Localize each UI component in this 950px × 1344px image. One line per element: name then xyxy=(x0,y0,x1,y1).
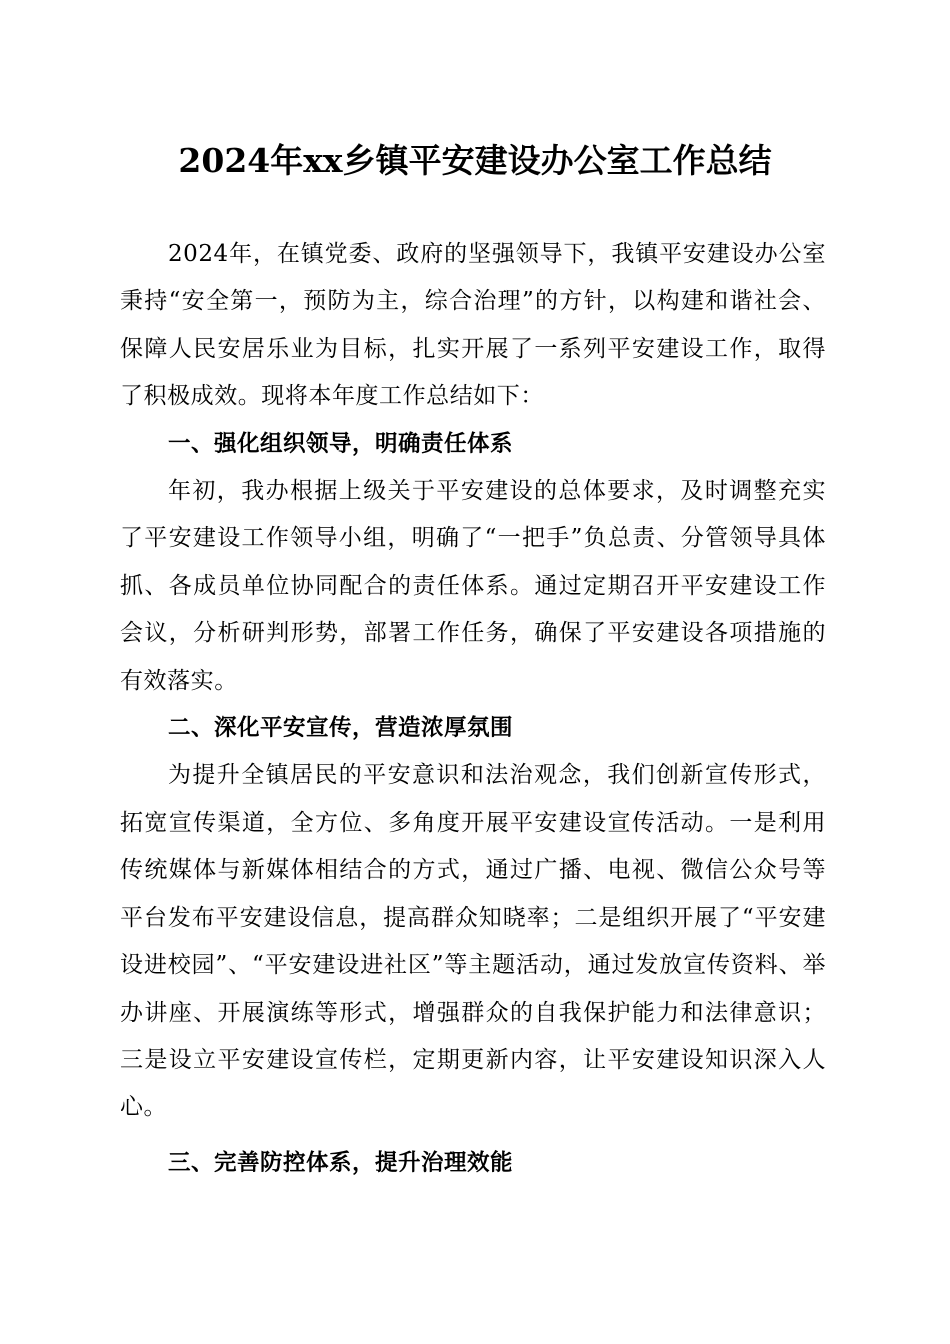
section-paragraph-1: 年初，我办根据上级关于平安建设的总体要求，及时调整充实了平安建设工作领导小组，明确了“一把手”负总责、分管领导具体抓、各成员单位协同配合的责任体系。通过定期召开平安建设工作会议，分析研判形势，部署工作任务，确保了平安建设各项措施的有效落实。 xyxy=(120,478,826,694)
section-heading-1: 一、强化组织领导，明确责任体系 xyxy=(168,430,514,457)
document-body xyxy=(120,231,826,1187)
intro-paragraph: 2024年，在镇党委、政府的坚强领导下，我镇平安建设办公室秉持“安全第一，预防为主，综合治理”的方针，以构建和谐社会、保障人民安居乐业为目标，扎实开展了一系列平安建设工作，取得了积极成效。现将本年度工作总结如下： xyxy=(120,241,826,410)
section-heading-2: 二、深化平安宣传，营造浓厚氛围 xyxy=(168,715,514,742)
document-title: 2024年xx乡镇平安建设办公室工作总结 xyxy=(178,141,772,180)
section-heading-3: 三、完善防控体系，提升治理效能 xyxy=(168,1149,514,1176)
section-paragraph-2: 为提升全镇居民的平安意识和法治观念，我们创新宣传形式，拓宽宣传渠道，全方位、多角度开展平安建设宣传活动。一是利用传统媒体与新媒体相结合的方式，通过广播、电视、微信公众号等平台发布平安建设信息，提高群众知晓率；二是组织开展了“平安建设进校园”、“平安建设进社区”等主题活动，通过发放宣传资料、举办讲座、开展演练等形式，增强群众的自我保护能力和法律意识；三是设立平安建设宣传栏，定期更新内容，让平安建设知识深入人心。 xyxy=(120,762,826,1121)
